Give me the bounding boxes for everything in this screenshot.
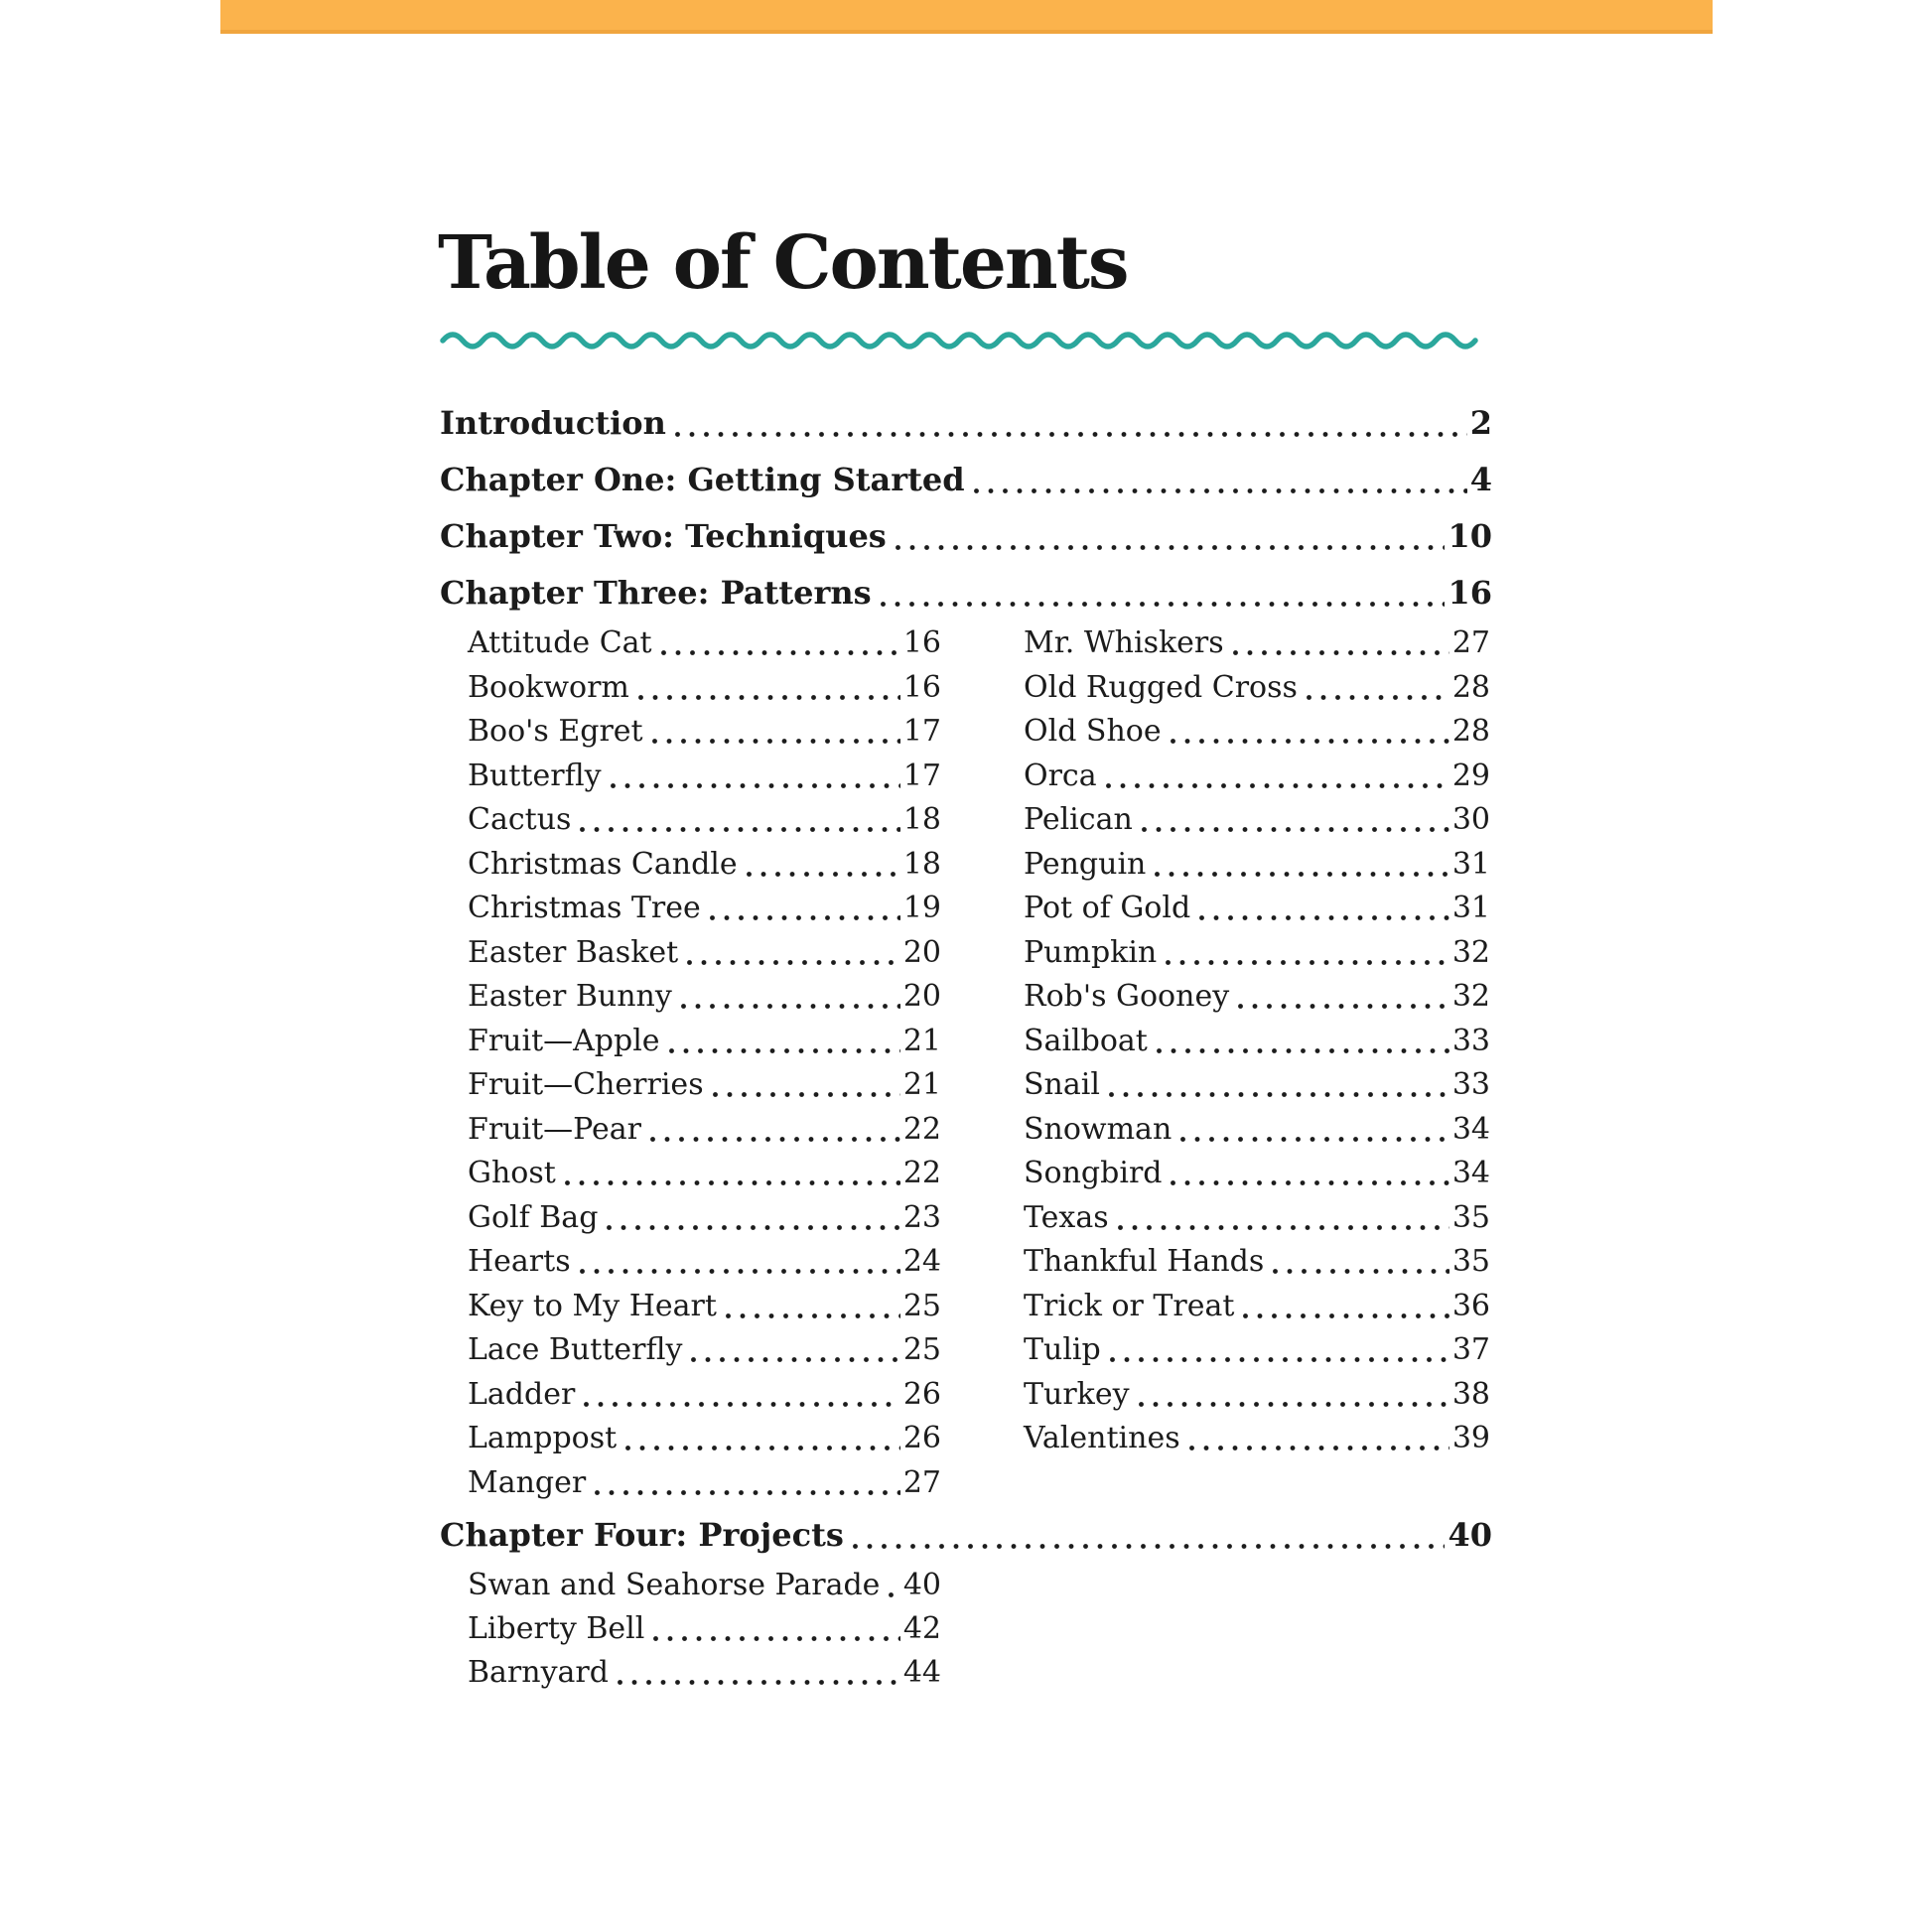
toc-entry [1024, 1196, 1490, 1241]
toc-entry-page: 44 [902, 1655, 941, 1690]
toc-entry-page: 29 [1451, 758, 1490, 793]
dot-leader [681, 1004, 900, 1009]
toc-entry-label: Chapter Two: Techniques [440, 517, 887, 555]
toc-entry [440, 1507, 1492, 1564]
toc-entry [1024, 1020, 1490, 1064]
toc-entry-label: Songbird [1024, 1156, 1163, 1190]
dot-leader [580, 827, 899, 832]
toc-entry-label: Chapter One: Getting Started [440, 461, 965, 498]
toc-entry [440, 565, 1492, 621]
toc-entry-page: 22 [902, 1156, 941, 1190]
toc-entry-label: Pumpkin [1024, 934, 1158, 970]
patterns-column-right [1024, 621, 1490, 1461]
toc-entry [1024, 1285, 1490, 1329]
toc-entry-label: Old Shoe [1024, 714, 1162, 749]
toc-entry-label: Christmas Tree [468, 891, 701, 925]
toc-entry [468, 755, 941, 799]
toc-entry-label: Trick or Treat [1024, 1288, 1235, 1323]
toc-entry-label: Golf Bag [468, 1199, 599, 1235]
toc-entry [1024, 755, 1490, 799]
dot-leader [661, 650, 900, 655]
toc-entry-label: Key to My Heart [468, 1288, 717, 1323]
toc-entry [468, 1417, 941, 1461]
toc-entry-label: Easter Basket [468, 934, 679, 970]
dot-leader [1155, 872, 1449, 877]
dot-leader [1233, 650, 1449, 655]
dot-leader [653, 1636, 899, 1641]
dot-leader [580, 1269, 900, 1274]
toc-entry-page: 21 [902, 1023, 941, 1058]
toc-entry-label: Snowman [1024, 1111, 1173, 1147]
toc-entry-page: 23 [902, 1199, 941, 1235]
toc-entry [468, 975, 941, 1020]
toc-entry [1024, 1240, 1490, 1285]
toc-entry-page: 24 [902, 1244, 941, 1279]
dot-leader [889, 1592, 899, 1597]
toc-entry [468, 887, 941, 931]
toc-entry-page: 16 [902, 625, 941, 660]
toc-entry [468, 798, 941, 843]
toc-entry-page: 35 [1451, 1199, 1490, 1235]
toc-entry-label: Chapter Four: Projects [440, 1516, 844, 1554]
toc-entry-label: Orca [1024, 758, 1097, 793]
dot-leader [650, 1137, 900, 1142]
toc-entry [1024, 666, 1490, 711]
toc-entry [468, 1564, 941, 1607]
toc-entry [468, 1285, 941, 1329]
page-title: Table of Contents [438, 220, 1128, 306]
toc-entry-page: 27 [1451, 625, 1490, 660]
toc-entry-label: Chapter Three: Patterns [440, 574, 872, 612]
toc-entry [468, 1020, 941, 1064]
toc-entry-page: 30 [1451, 802, 1490, 837]
top-accent-bar [220, 0, 1713, 34]
dot-leader [618, 1680, 900, 1685]
toc-entry-page: 16 [1448, 574, 1492, 612]
toc-entry [468, 1152, 941, 1196]
dot-leader [1142, 827, 1449, 832]
dot-leader [1199, 915, 1449, 920]
dot-leader [726, 1313, 900, 1318]
toc-chapter-four-row [440, 1507, 1492, 1564]
toc-entry [1024, 1373, 1490, 1418]
toc-entry [468, 1461, 941, 1506]
toc-entry [468, 1063, 941, 1108]
toc-entry-page: 20 [902, 934, 941, 970]
patterns-column-left [468, 621, 941, 1505]
toc-entry-page: 2 [1469, 404, 1492, 442]
toc-entry [440, 508, 1492, 565]
toc-entry-page: 4 [1469, 461, 1492, 498]
toc-entry [1024, 1108, 1490, 1153]
toc-entry-label: Thankful Hands [1024, 1244, 1265, 1279]
toc-entry-label: Attitude Cat [468, 625, 652, 660]
wavy-divider [440, 328, 1490, 351]
toc-entry-label: Easter Bunny [468, 979, 672, 1014]
dot-leader [611, 783, 900, 788]
toc-entry-page: 18 [902, 846, 941, 882]
toc-entry-page: 35 [1451, 1244, 1490, 1279]
toc-entry [1024, 975, 1490, 1020]
toc-entry-page: 36 [1451, 1288, 1490, 1323]
toc-entry-page: 19 [902, 891, 941, 925]
dot-leader [1109, 1092, 1449, 1097]
toc-entry-label: Bookworm [468, 669, 629, 705]
toc-entry [1024, 798, 1490, 843]
toc-entry-page: 26 [902, 1376, 941, 1412]
dot-leader [1238, 1004, 1449, 1009]
dot-leader [595, 1490, 900, 1495]
toc-entry-label: Cactus [468, 802, 572, 837]
dot-leader [565, 1180, 900, 1185]
toc-entry-page: 21 [902, 1067, 941, 1102]
toc-entry-label: Boo's Egret [468, 714, 643, 749]
toc-entry-page: 28 [1451, 669, 1490, 705]
toc-entry-label: Valentines [1024, 1421, 1180, 1455]
toc-entry-page: 31 [1451, 846, 1490, 882]
toc-entry [468, 1607, 941, 1651]
dot-leader [710, 915, 900, 920]
toc-entry [1024, 1417, 1490, 1461]
toc-entry-label: Turkey [1024, 1376, 1130, 1412]
toc-entry-page: 25 [902, 1288, 941, 1323]
toc-entry-label: Introduction [440, 404, 666, 442]
toc-entry-page: 32 [1451, 979, 1490, 1014]
toc-entry-label: Old Rugged Cross [1024, 669, 1298, 705]
wavy-divider-path [443, 335, 1475, 346]
toc-entry-label: Lace Butterfly [468, 1332, 683, 1367]
toc-entry-label: Pot of Gold [1024, 891, 1191, 925]
toc-entry-page: 33 [1451, 1023, 1490, 1058]
toc-entry-label: Butterfly [468, 758, 602, 793]
toc-entry-label: Ladder [468, 1376, 576, 1412]
toc-entry-label: Christmas Candle [468, 846, 738, 882]
dot-leader [607, 1225, 899, 1230]
dot-leader [691, 1357, 899, 1362]
dot-leader [675, 432, 1467, 437]
toc-entry [1024, 710, 1490, 755]
dot-leader [1171, 739, 1449, 744]
dot-leader [896, 545, 1446, 550]
toc-entry [468, 843, 941, 888]
toc-entry [1024, 843, 1490, 888]
toc-entry [440, 395, 1492, 452]
projects-list [468, 1564, 941, 1695]
toc-entry-label: Hearts [468, 1244, 571, 1279]
toc-entry-page: 28 [1451, 714, 1490, 749]
toc-entry-page: 20 [902, 979, 941, 1014]
toc-entry [468, 1196, 941, 1241]
toc-entry [1024, 621, 1490, 666]
toc-entry [468, 1240, 941, 1285]
toc-entry-label: Fruit—Pear [468, 1111, 641, 1147]
toc-entry-page: 31 [1451, 891, 1490, 925]
toc-entry-label: Sailboat [1024, 1023, 1148, 1058]
dot-leader [1180, 1137, 1449, 1142]
toc-entry-page: 16 [902, 669, 941, 705]
dot-leader [881, 602, 1446, 607]
dot-leader [1110, 1357, 1449, 1362]
toc-entry-page: 37 [1451, 1332, 1490, 1367]
toc-entry-label: Penguin [1024, 846, 1147, 882]
dot-leader [652, 739, 900, 744]
dot-leader [747, 872, 900, 877]
toc-entry [1024, 1152, 1490, 1196]
toc-entry-label: Mr. Whiskers [1024, 625, 1224, 660]
toc-entry [1024, 1063, 1490, 1108]
toc-entry-page: 22 [902, 1111, 941, 1147]
toc-entry [440, 452, 1492, 508]
dot-leader [687, 960, 900, 965]
toc-entry-page: 33 [1451, 1067, 1490, 1102]
toc-entry-label: Barnyard [468, 1655, 609, 1690]
toc-entry-label: Snail [1024, 1067, 1100, 1102]
dot-leader [1166, 960, 1449, 965]
toc-entry-page: 32 [1451, 934, 1490, 970]
toc-entry [1024, 931, 1490, 976]
dot-leader [974, 488, 1467, 493]
dot-leader [625, 1446, 900, 1450]
toc-entry [468, 1373, 941, 1418]
toc-entry-page: 34 [1451, 1156, 1490, 1190]
toc-entry-label: Ghost [468, 1156, 556, 1190]
toc-entry-page: 38 [1451, 1376, 1490, 1412]
toc-entry-page: 10 [1448, 517, 1492, 555]
toc-entry-page: 39 [1451, 1421, 1490, 1455]
dot-leader [1307, 695, 1449, 700]
toc-entry [468, 1651, 941, 1695]
toc-entry [1024, 887, 1490, 931]
toc-entry-label: Fruit—Apple [468, 1023, 660, 1058]
toc-entry-label: Fruit—Cherries [468, 1067, 704, 1102]
toc-entry [468, 1328, 941, 1373]
toc-entry [468, 931, 941, 976]
toc-entry-label: Pelican [1024, 802, 1133, 837]
dot-leader [1171, 1180, 1449, 1185]
toc-entry-page: 26 [902, 1421, 941, 1455]
dot-leader [1189, 1446, 1449, 1450]
dot-leader [584, 1402, 900, 1407]
toc-entry [1024, 1328, 1490, 1373]
toc-entry [468, 666, 941, 711]
toc-entry-page: 42 [902, 1611, 941, 1646]
toc-entry-page: 18 [902, 802, 941, 837]
toc-chapters-list [440, 395, 1492, 621]
dot-leader [1157, 1048, 1449, 1053]
toc-entry-label: Rob's Gooney [1024, 979, 1230, 1014]
toc-entry-page: 25 [902, 1332, 941, 1367]
toc-entry-label: Tulip [1024, 1332, 1101, 1367]
toc-entry [468, 1108, 941, 1153]
toc-entry-page: 34 [1451, 1111, 1490, 1147]
dot-leader [1139, 1402, 1449, 1407]
dot-leader [669, 1048, 900, 1053]
dot-leader [1243, 1313, 1449, 1318]
toc-entry-page: 17 [902, 714, 941, 749]
dot-leader [1118, 1225, 1449, 1230]
dot-leader [638, 695, 900, 700]
toc-entry-page: 40 [902, 1568, 941, 1602]
dot-leader [1273, 1269, 1449, 1274]
toc-entry-page: 27 [902, 1464, 941, 1500]
toc-entry [468, 621, 941, 666]
toc-entry [468, 710, 941, 755]
toc-entry-page: 40 [1448, 1516, 1492, 1554]
toc-entry-page: 17 [902, 758, 941, 793]
dot-leader [1106, 783, 1449, 788]
toc-entry-label: Lamppost [468, 1421, 618, 1455]
dot-leader [853, 1544, 1446, 1549]
toc-entry-label: Manger [468, 1464, 587, 1500]
toc-entry-label: Swan and Seahorse Parade [468, 1568, 881, 1602]
dot-leader [713, 1092, 900, 1097]
patterns-section [440, 621, 1492, 1505]
toc-entry-label: Liberty Bell [468, 1611, 645, 1646]
toc-entry-label: Texas [1024, 1199, 1109, 1235]
